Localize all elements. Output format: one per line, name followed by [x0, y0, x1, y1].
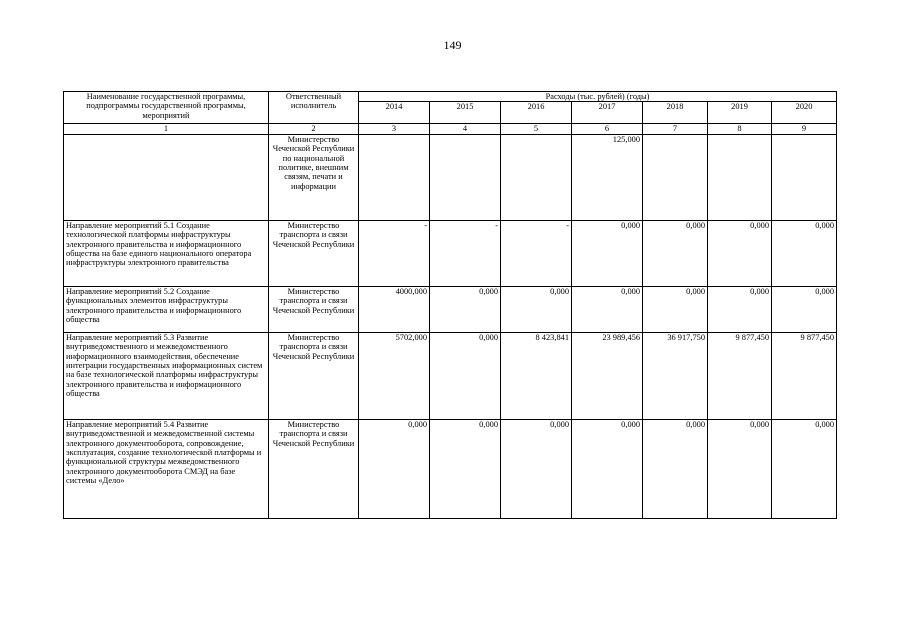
value-cell: 4000,000: [359, 286, 430, 332]
header-row-top: [64, 92, 837, 102]
program-name-header: Наименование государственной программы, подпрограммы государственной программы, мероприятий: [64, 92, 269, 124]
value-cell: 5702,000: [359, 332, 430, 419]
value-cell: -: [501, 220, 572, 286]
value-cell: 0,000: [643, 419, 708, 518]
value-cell: 0,000: [430, 332, 501, 419]
value-cell: 0,000: [772, 286, 837, 332]
year-header: 2015: [430, 102, 501, 124]
expenses-header: Расходы (тыс. рублей) (годы): [359, 92, 837, 102]
year-header: 2018: [643, 102, 708, 124]
table-row: [64, 332, 837, 419]
column-numbers-row: [64, 124, 837, 134]
column-number: 7: [643, 124, 708, 134]
column-number: 3: [359, 124, 430, 134]
year-header: 2017: [572, 102, 643, 124]
executor-cell: Министерство транспорта и связи Чеченской Республики: [269, 286, 359, 332]
value-cell: [643, 134, 708, 220]
table-row: [64, 286, 837, 332]
column-number: 1: [64, 124, 269, 134]
executor-cell: Министерство транспорта и связи Чеченской Республики: [269, 332, 359, 419]
value-cell: 0,000: [430, 419, 501, 518]
value-cell: 9 877,450: [772, 332, 837, 419]
table-row: [64, 134, 837, 220]
activity-name: [64, 134, 269, 220]
value-cell: 0,000: [501, 286, 572, 332]
value-cell: 0,000: [772, 220, 837, 286]
column-number: 9: [772, 124, 837, 134]
column-number: 8: [708, 124, 772, 134]
column-number: 5: [501, 124, 572, 134]
activity-name: Направление мероприятий 5.2 Создание функциональных элементов инфраструктуры электронного правительства и информационного общества: [64, 286, 269, 332]
value-cell: 23 989,456: [572, 332, 643, 419]
value-cell: 0,000: [572, 286, 643, 332]
year-header: 2019: [708, 102, 772, 124]
value-cell: 0,000: [501, 419, 572, 518]
value-cell: -: [430, 220, 501, 286]
value-cell: 0,000: [572, 220, 643, 286]
value-cell: 125,000: [572, 134, 643, 220]
executor-header: Ответственный исполнитель: [269, 92, 359, 124]
value-cell: 0,000: [430, 286, 501, 332]
executor-cell: Министерство Чеченской Республики по национальной политике, внешним связям, печати и информации: [269, 134, 359, 220]
value-cell: 0,000: [708, 220, 772, 286]
value-cell: 0,000: [359, 419, 430, 518]
year-header: 2016: [501, 102, 572, 124]
value-cell: 36 917,750: [643, 332, 708, 419]
value-cell: 8 423,841: [501, 332, 572, 419]
value-cell: 9 877,450: [708, 332, 772, 419]
table-row: [64, 220, 837, 286]
value-cell: 0,000: [708, 286, 772, 332]
value-cell: 0,000: [643, 286, 708, 332]
value-cell: [772, 134, 837, 220]
value-cell: [430, 134, 501, 220]
table-row: [64, 419, 837, 518]
value-cell: -: [359, 220, 430, 286]
value-cell: [708, 134, 772, 220]
column-number: 4: [430, 124, 501, 134]
column-number: 6: [572, 124, 643, 134]
column-number: 2: [269, 124, 359, 134]
executor-cell: Министерство транспорта и связи Чеченской Республики: [269, 419, 359, 518]
budget-table: [63, 91, 837, 519]
value-cell: 0,000: [643, 220, 708, 286]
activity-name: Направление мероприятий 5.1 Создание технологической платформы инфраструктуры электронного правительства и информационного общества на базе единого национального оператора инфраструктуры электронного правительства: [64, 220, 269, 286]
year-header: 2020: [772, 102, 837, 124]
value-cell: [359, 134, 430, 220]
executor-cell: Министерство транспорта и связи Чеченской Республики: [269, 220, 359, 286]
value-cell: 0,000: [708, 419, 772, 518]
activity-name: Направление мероприятий 5.4 Развитие внутриведомственной и межведомственной системы электронного документооборота, сопровождение, эксплуатация, создание технологической платформы и функциональной структуры межведомственного электронного документооборота СМЭД на базе системы «Дело»: [64, 419, 269, 518]
activity-name: Направление мероприятий 5.3 Развитие внутриведомственного и межведомственного информационного взаимодействия, обеспечение интеграции государственных информационных систем на базе технологической платформы инфраструктуры электронного правительства и информационного общества: [64, 332, 269, 419]
page-number: 149: [443, 38, 462, 52]
year-header: 2014: [359, 102, 430, 124]
value-cell: [501, 134, 572, 220]
value-cell: 0,000: [772, 419, 837, 518]
value-cell: 0,000: [572, 419, 643, 518]
